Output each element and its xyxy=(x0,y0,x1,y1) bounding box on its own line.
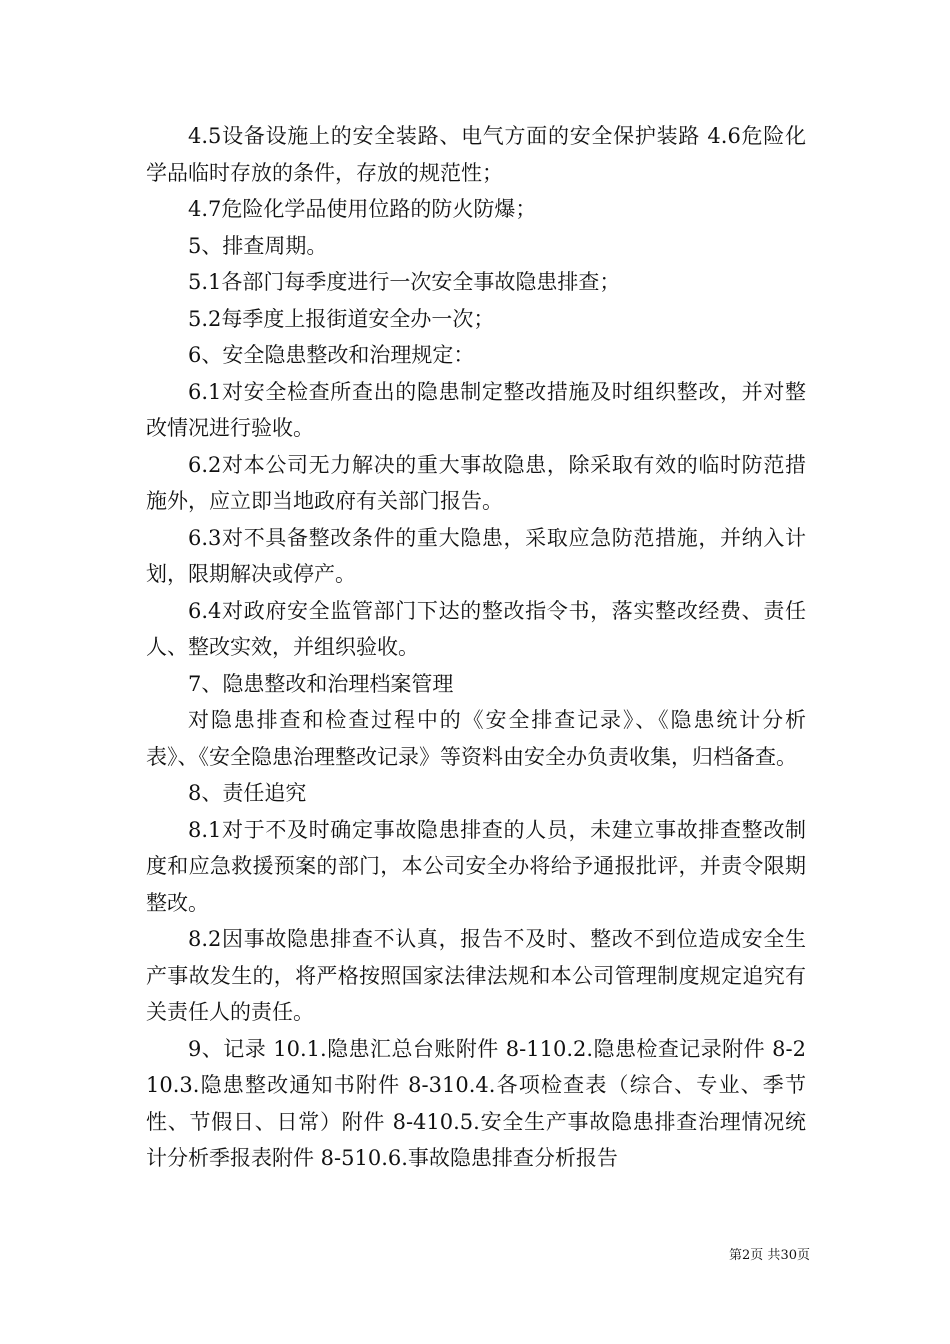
heading-6-rectification-rules: 6、安全隐患整改和治理规定： xyxy=(188,343,475,367)
paragraph-6-2: 6.2对本公司无力解决的重大事故隐患，除采取有效的临时防范措施外，应立即当地政府有关部门报告。 xyxy=(146,452,806,513)
paragraph-7-body: 对隐患排查和检查过程中的《安全排查记录》、《隐患统计分析表》、《安全隐患治理整改记录》等资料由安全办负责收集，归档备查。 xyxy=(146,708,806,769)
paragraph-5-1: 5.1各部门每季度进行一次安全事故隐患排查； xyxy=(188,270,621,294)
document-body xyxy=(146,118,806,1177)
page-number-footer xyxy=(700,1244,810,1263)
paragraph-6-1: 6.1对安全检查所查出的隐患制定整改措施及时组织整改，并对整改情况进行验收。 xyxy=(146,379,806,440)
paragraph-5-2: 5.2每季度上报街道安全办一次； xyxy=(188,306,495,331)
paragraph-6-3: 6.3对不具备整改条件的重大隐患，采取应急防范措施，并纳入计划，限期解决或停产。 xyxy=(146,525,806,586)
paragraph-4-5: 4.5设备设施上的安全装路、电气方面的安全保护装路 4.6危险化学品临时存放的条件，存放的规范性； xyxy=(146,124,806,185)
paragraph-8-2: 8.2因事故隐患排查不认真，报告不及时、整改不到位造成安全生产事故发生的，将严格按照国家法律法规和本公司管理制度规定追究有关责任人的责任。 xyxy=(146,927,806,1024)
footer-current-page: 2 xyxy=(742,1248,751,1263)
paragraph-8-1: 8.1对于不及时确定事故隐患排查的人员，未建立事故排查整改制度和应急救援预案的部门，本公司安全办将给予通报批评，并责令限期整改。 xyxy=(146,817,806,915)
heading-7-archive-management: 7、隐患整改和治理档案管理 xyxy=(188,671,454,696)
paragraph-4-7: 4.7危险化学品使用位路的防火防爆； xyxy=(188,197,537,221)
heading-5-inspection-period: 5、排查周期。 xyxy=(188,233,328,258)
footer-middle: 页 共 xyxy=(750,1248,781,1263)
footer-suffix: 页 xyxy=(796,1248,810,1263)
paragraph-6-4: 6.4对政府安全监管部门下达的整改指令书，落实整改经费、责任人、整改实效，并组织验收。 xyxy=(146,598,806,659)
footer-prefix: 第 xyxy=(729,1248,743,1263)
paragraph-9-records: 9、记录 10.1.隐患汇总台账附件 8-110.2.隐患检查记录附件 8-210.3.隐患整改通知书附件 8-310.4.各项检查表（综合、专业、季节性、节假日、日常）附件 8-410.5.安全生产事故隐患排查治理情况统计分析季报表附件 8-510.6.事故隐患排查分析报告 xyxy=(146,1036,806,1170)
footer-total-pages: 30 xyxy=(780,1248,797,1263)
heading-8-accountability: 8、责任追究 xyxy=(188,781,307,805)
